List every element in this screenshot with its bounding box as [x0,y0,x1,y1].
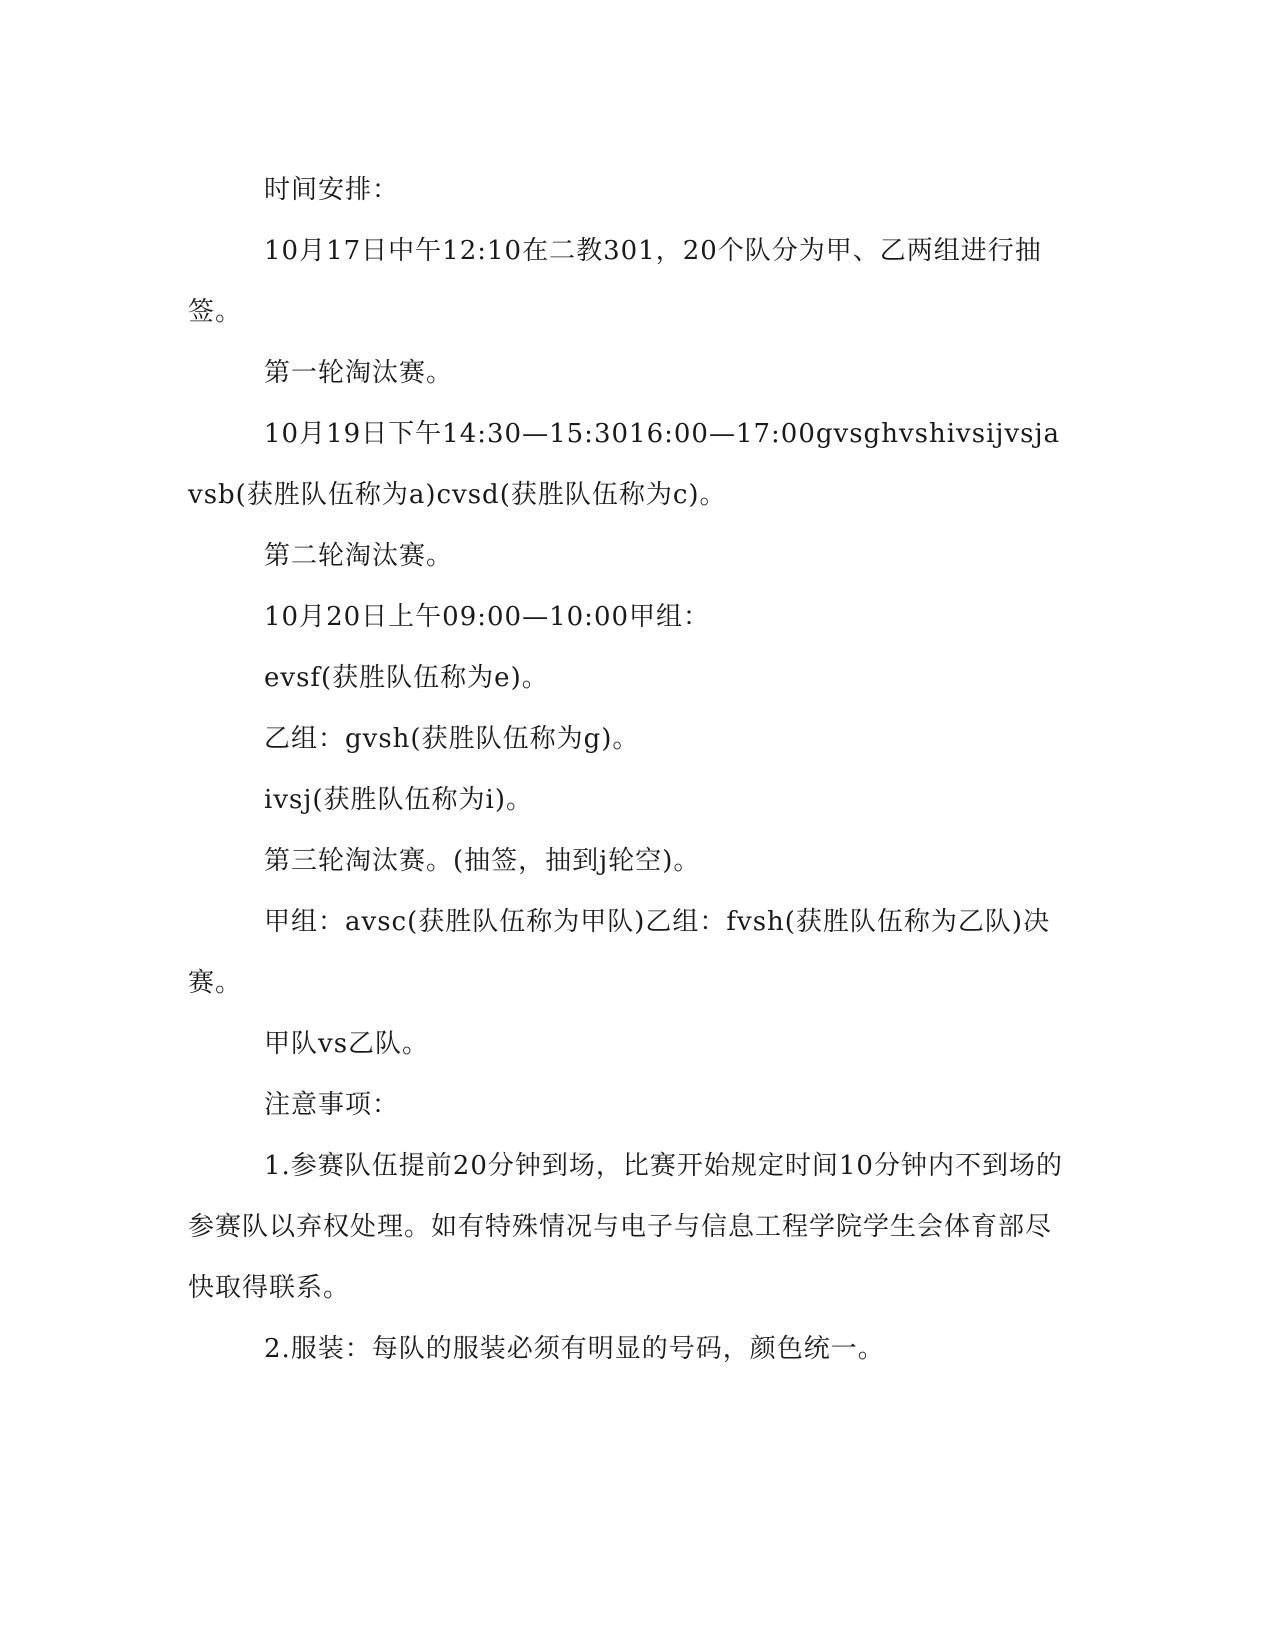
document-body [188,160,1068,1380]
paragraph-round-2-time: 10月20日上午09:00—10:00甲组： [264,602,711,632]
paragraph-final-match: 甲队vs乙队。 [264,1029,430,1059]
paragraph-group-b-gvsh: 乙组：gvsh(获胜队伍称为g)。 [264,724,640,754]
paragraph-round-1-matches: 10月19日下午14:30—15:3016:00—17:00gvsghvshivsijvsjavsb(获胜队伍称为a)cvsd(获胜队伍称为c)。 [188,419,1061,510]
paragraph-note-2: 2.服装：每队的服装必须有明显的号码，颜色统一。 [264,1334,885,1364]
paragraph-draw-info: 10月17日中午12:10在二教301，20个队分为甲、乙两组进行抽签。 [188,236,1042,327]
paragraph-round-2-heading: 第二轮淘汰赛。 [264,541,454,571]
paragraph-notes-heading: 注意事项： [264,1090,400,1120]
paragraph-match-ivsj: ivsj(获胜队伍称为i)。 [264,785,534,815]
paragraph-round-1-heading: 第一轮淘汰赛。 [264,358,454,388]
paragraph-schedule-heading: 时间安排： [264,175,400,205]
paragraph-round-3-heading: 第三轮淘汰赛。(抽签，抽到j轮空)。 [264,846,701,876]
paragraph-round-3-matches: 甲组：avsc(获胜队伍称为甲队)乙组：fvsh(获胜队伍称为乙队)决赛。 [188,907,1051,998]
paragraph-note-1: 1.参赛队伍提前20分钟到场，比赛开始规定时间10分钟内不到场的参赛队以弃权处理。如有特殊情况与电子与信息工程学院学生会体育部尽快取得联系。 [188,1151,1063,1303]
paragraph-match-evsf: evsf(获胜队伍称为e)。 [264,663,549,693]
